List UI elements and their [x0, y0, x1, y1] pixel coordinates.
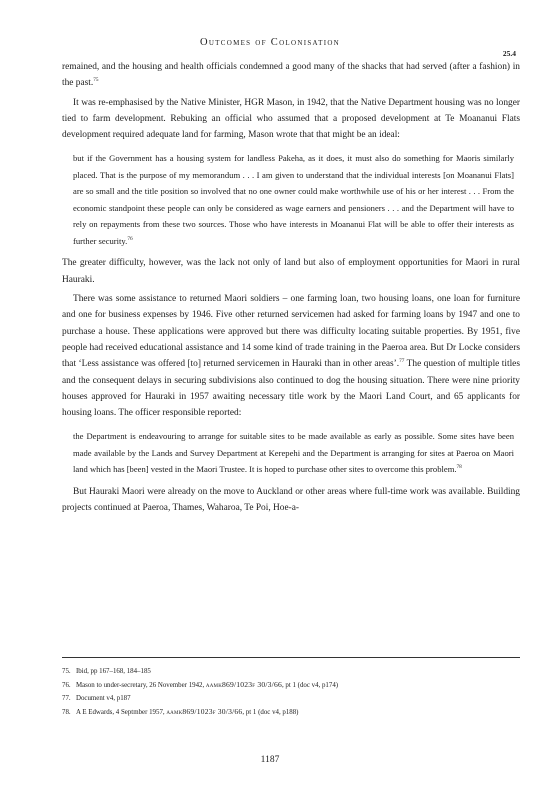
body-text: [62, 59, 520, 517]
paragraph-3: The greater difficulty, however, was the lack not only of land but also of employment opportunities for Maori in rural Hauraki.: [62, 258, 520, 285]
footnote-text-tail: , pt 1 (doc v4, p188): [242, 709, 299, 716]
footnote-ref-78[interactable]: 78: [456, 464, 462, 471]
paragraph-2: It was re-emphasised by the Native Minister, HGR Mason, in 1942, that the Native Department housing was no longer tied to farm development. Rebuking an official who assumed that a proposed development at Te Moananui Flats development required adequate land for farming, Mason wrote that that might be an ideal:: [62, 97, 520, 141]
footnote-number: 77.: [62, 695, 71, 702]
footnote-number: 75.: [62, 668, 71, 675]
footnote-text: A E Edwards, 4 Septmber 1957,: [76, 709, 167, 716]
block-quote-1: [73, 150, 514, 249]
footnote-ref-75[interactable]: 75: [93, 77, 99, 84]
footnote-divider: [62, 657, 520, 658]
footnote-77: [62, 692, 520, 705]
running-title: Outcomes of Colonisation: [199, 37, 341, 48]
paragraph-5: But Hauraki Maori were already on the move to Auckland or other areas where full-time work was available. Building projects continued at Paeroa, Thames, Waharoa, Te Poi, Hoe-a-: [62, 486, 520, 514]
footnote-75: [62, 665, 520, 678]
archive-reference: aamk869/1023f 30/3/66: [205, 680, 282, 689]
footnote-text-tail: , pt 1 (doc v4, p174): [281, 682, 339, 689]
paragraph-4-text-b: The question of multiple titles and the consequent delays in securing subdivisions also continued to dog the housing situation. There were nine priority houses approved for Hauraki in 1957 awaiting necessary title work by the Maori Land Court, and 65 applicants for housing loans. The officer responsible reported:: [62, 359, 520, 419]
footnote-78: [62, 705, 520, 719]
paragraph-1: [62, 59, 520, 92]
section-number: 25.4: [502, 49, 516, 58]
footnote-number: 78.: [62, 709, 71, 716]
footnote-ref-76[interactable]: 76: [127, 235, 133, 242]
footnote-text: Ibid, pp 167–168, 184–185: [76, 668, 151, 675]
block-quote-1-text: but if the Government has a housing system for landless Pakeha, as it does, it must also do something for Maoris similarly placed. That is the purpose of my memorandum . . . I am given to understand that the individual interests [on Moananui Flats] are so small and the title position so involved that no one owner could make worthwhile use of his or her interest . . . From the economic standpoint these people can only be considered as wage earners and pensioners . . . and the Department will have to rely on repayments from these two sources. Those who have interests in Moananui Flat will be able to offer their interests as further security.: [73, 153, 514, 246]
block-quote-2-text: the Department is endeavouring to arrange for suitable sites to be made available as early as possible. Some sites have been made available by the Lands and Survey Department at Kerepehi and the Department is arranging for sites at Paeroa on Maori land which has [been] vested in the Maori Trustee. It is hoped to purchase other sites to overcome this problem.: [73, 431, 514, 475]
page-number: 1187: [260, 755, 280, 765]
paragraph-4-text-a: There was some assistance to returned Maori soldiers – one farming loan, two housing loans, one loan for furniture and one for business expenses by 1946. Five other returned servicemen had asked for farming loans by 1947 and one to purchase a house. These applications were approved but there was difficulty locating suitable properties. By 1951, five people had received educational assistance and 14 some kind of trade training in the Paeroa area. But Dr Locke considers that ‘Less assistance was offered [to] returned servicemen in Hauraki than in other areas’.: [62, 294, 520, 370]
archive-reference: aamk869/1023f 30/3/66: [166, 707, 243, 716]
footnote-text: Mason to under-secretary, 26 November 1942,: [76, 682, 206, 689]
paragraph-4: [62, 291, 520, 421]
footnote-number: 76.: [62, 682, 71, 689]
paragraph-1-text: remained, and the housing and health officials condemned a good many of the shacks that had served (after a fashion) in the past.: [62, 62, 520, 89]
footnotes: [62, 665, 520, 719]
footnote-ref-77[interactable]: 77: [399, 358, 405, 365]
footnote-text: Document v4, p187: [76, 695, 131, 702]
footnote-76: [62, 678, 520, 692]
block-quote-2: [73, 428, 514, 478]
